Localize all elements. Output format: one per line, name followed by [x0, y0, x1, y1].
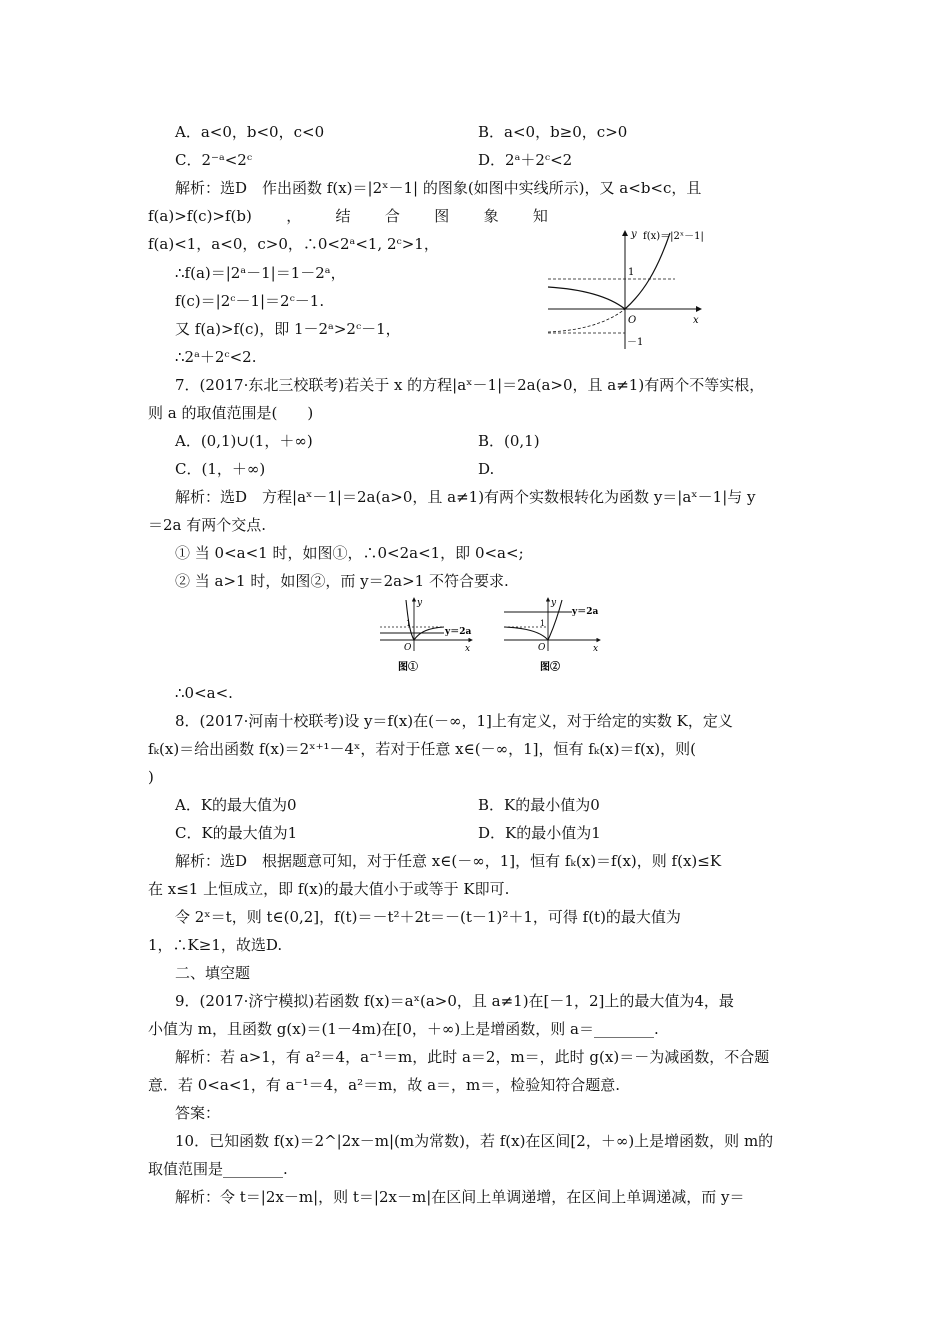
q6-solution-line-6: 又 f(a)>f(c)，即 1－2ᵃ>2ᶜ－1，	[175, 320, 401, 338]
q6-solution-line-3: f(a)<1，a<0，c>0，∴0<2ᵃ<1, 2ᶜ>1，	[148, 235, 439, 253]
fig1-line-label: y＝2a	[445, 627, 472, 637]
q6-sol2-part: 知	[532, 207, 548, 225]
q9-solution-line-1: 解析：若 a>1，有 a²＝4，a⁻¹＝m，此时 a＝2，m＝，此时 g(x)＝－为减函数，不合题	[175, 1048, 770, 1066]
q8-solution-line-2: 在 x≤1 上恒成立，即 f(x)的最大值小于或等于 K即可.	[148, 880, 510, 898]
q6-option-a: A．a<0，b<0，c<0	[175, 123, 325, 141]
q8-solution-line-3: 令 2ˣ＝t，则 t∈(0,2]，f(t)＝－t²＋2t＝－(t－1)²＋1，可得 f(t)的最大值为	[175, 908, 681, 926]
q8-solution-line-1: 解析：选D 根据题意可知，对于任意 x∈(－∞，1]，恒有 fₖ(x)＝f(x)，则 f(x)≤K	[175, 852, 722, 870]
q6-solution-line-4: ∴f(a)＝|2ᵃ－1|＝1－2ᵃ，	[175, 264, 346, 282]
q6-solution-line-7: ∴2ᵃ＋2ᶜ<2.	[175, 348, 257, 366]
q7-solution-line-3: ① 当 0<a<1 时，如图①，∴0<2a<1，即 0<a<;	[175, 544, 524, 562]
curve-left-branch	[548, 287, 625, 309]
q8-solution-line-4: 1，∴K≥1，故选D.	[148, 936, 283, 954]
graph-one-label: 1	[628, 267, 635, 278]
q6-option-b: B．a<0，b≥0，c>0	[478, 123, 628, 141]
q8-option-d: D．K的最小值为1	[478, 824, 601, 842]
q7-option-b: B．(0,1)	[478, 432, 540, 450]
q6-option-d: D．2ᵃ＋2ᶜ<2	[478, 151, 573, 169]
fig2-origin-label: O	[538, 643, 546, 653]
q6-sol2-part: 象	[483, 207, 499, 225]
q6-sol2-part: ，	[286, 207, 302, 225]
fig2-line-label: y＝2a	[572, 607, 599, 617]
q7-option-a: A．(0,1)∪(1，＋∞)	[175, 432, 313, 450]
q6-graph	[545, 225, 715, 350]
graph-func-label: f(x)＝|2ˣ－1|	[643, 231, 704, 242]
curve-2x-minus-1-dashed	[548, 309, 625, 332]
q8-stem-line-2: fₖ(x)＝给出函数 f(x)＝2ˣ⁺¹－4ˣ，若对于任意 x∈(－∞，1]，恒有 fₖ(x)＝f(x)，则(	[148, 740, 697, 758]
q6-option-c: C．2⁻ᵃ<2ᶜ	[175, 151, 253, 169]
graph-neg-one-label: －1	[627, 337, 644, 348]
q8-option-a: A．K的最大值为0	[175, 796, 297, 814]
q9-stem-line-1: 9．(2017·济宁模拟)若函数 f(x)＝aˣ(a>0，且 a≠1)在[－1，2]上的最大值为4，最	[175, 992, 734, 1010]
q6-sol2-part: 结	[335, 207, 351, 225]
fig1-y-label: y	[417, 598, 423, 608]
q6-sol2-part: 图	[434, 207, 450, 225]
q6-sol2-part: 合	[384, 207, 400, 225]
q8-stem-line-1: 8．(2017·河南十校联考)设 y＝f(x)在(－∞，1]上有定义，对于给定的实数 K，定义	[175, 712, 733, 730]
fig1-curve-right	[414, 627, 444, 640]
q7-stem-line-2: 则 a 的取值范围是( )	[148, 404, 314, 422]
q10-stem-line-2: 取值范围是________.	[148, 1160, 288, 1178]
q10-solution-line-1: 解析：令 t＝|2x－m|，则 t＝|2x－m|在区间上单调递增，在区间上单调递减，而 y＝	[175, 1188, 745, 1206]
q6-solution-line-5: f(c)＝|2ᶜ－1|＝2ᶜ－1.	[175, 292, 325, 310]
q10-stem-line-1: 10．已知函数 f(x)＝2^|2x－m|(m为常数)，若 f(x)在区间[2，＋∞)上是增函数，则 m的	[175, 1132, 774, 1150]
q7-option-d: D.	[478, 460, 495, 478]
fig2-caption: 图②	[540, 662, 560, 673]
q7-conclusion: ∴0<a<.	[175, 684, 233, 702]
q7-option-c: C．(1，＋∞)	[175, 460, 266, 478]
section-heading-fill-in: 二、填空题	[175, 964, 251, 982]
fig1-caption: 图①	[398, 662, 418, 673]
q6-sol2-part: f(a)>f(c)>f(b)	[148, 207, 252, 225]
q7-figure-2	[502, 595, 607, 675]
q8-option-c: C．K的最大值为1	[175, 824, 298, 842]
q7-solution-line-4: ② 当 a>1 时，如图②，而 y＝2a>1 不符合要求.	[175, 572, 509, 590]
fig2-x-label: x	[593, 644, 599, 654]
fig2-one-label: 1	[540, 619, 546, 628]
fig1-origin-label: O	[404, 643, 412, 653]
q9-solution-line-2: 意．若 0<a<1，有 a⁻¹＝4，a²＝m，故 a＝，m＝，检验知符合题意.	[148, 1076, 621, 1094]
q7-figure-1	[378, 595, 478, 675]
graph-origin-label: O	[628, 315, 637, 326]
fig2-curve-left	[504, 627, 548, 640]
q6-solution-line-2	[148, 206, 548, 226]
q8-stem-line-3: )	[148, 768, 154, 786]
fig2-y-label: y	[551, 598, 557, 608]
q7-solution-line-1: 解析：选D 方程|aˣ－1|＝2a(a>0，且 a≠1)有两个实数根转化为函数 y＝|aˣ－1|与 y	[175, 488, 756, 506]
q8-option-b: B．K的最小值为0	[478, 796, 600, 814]
q7-solution-line-2: ＝2a 有两个交点.	[148, 516, 267, 534]
graph-x-label: x	[693, 315, 699, 326]
q9-answer-label: 答案：	[175, 1104, 221, 1122]
q6-solution-line-1: 解析：选D 作出函数 f(x)＝|2ˣ－1| 的图象(如图中实线所示)，又 a<b<c，且	[175, 179, 702, 197]
q7-stem-line-1: 7．(2017·东北三校联考)若关于 x 的方程|aˣ－1|＝2a(a>0，且 a≠1)有两个不等实根，	[175, 376, 765, 394]
fig1-one-label: 1	[406, 619, 412, 628]
graph-y-label: y	[631, 229, 637, 240]
fig1-x-label: x	[465, 644, 471, 654]
q9-stem-line-2: 小值为 m，且函数 g(x)＝(1－4m)在[0，＋∞)上是增函数，则 a＝________.	[148, 1020, 659, 1038]
